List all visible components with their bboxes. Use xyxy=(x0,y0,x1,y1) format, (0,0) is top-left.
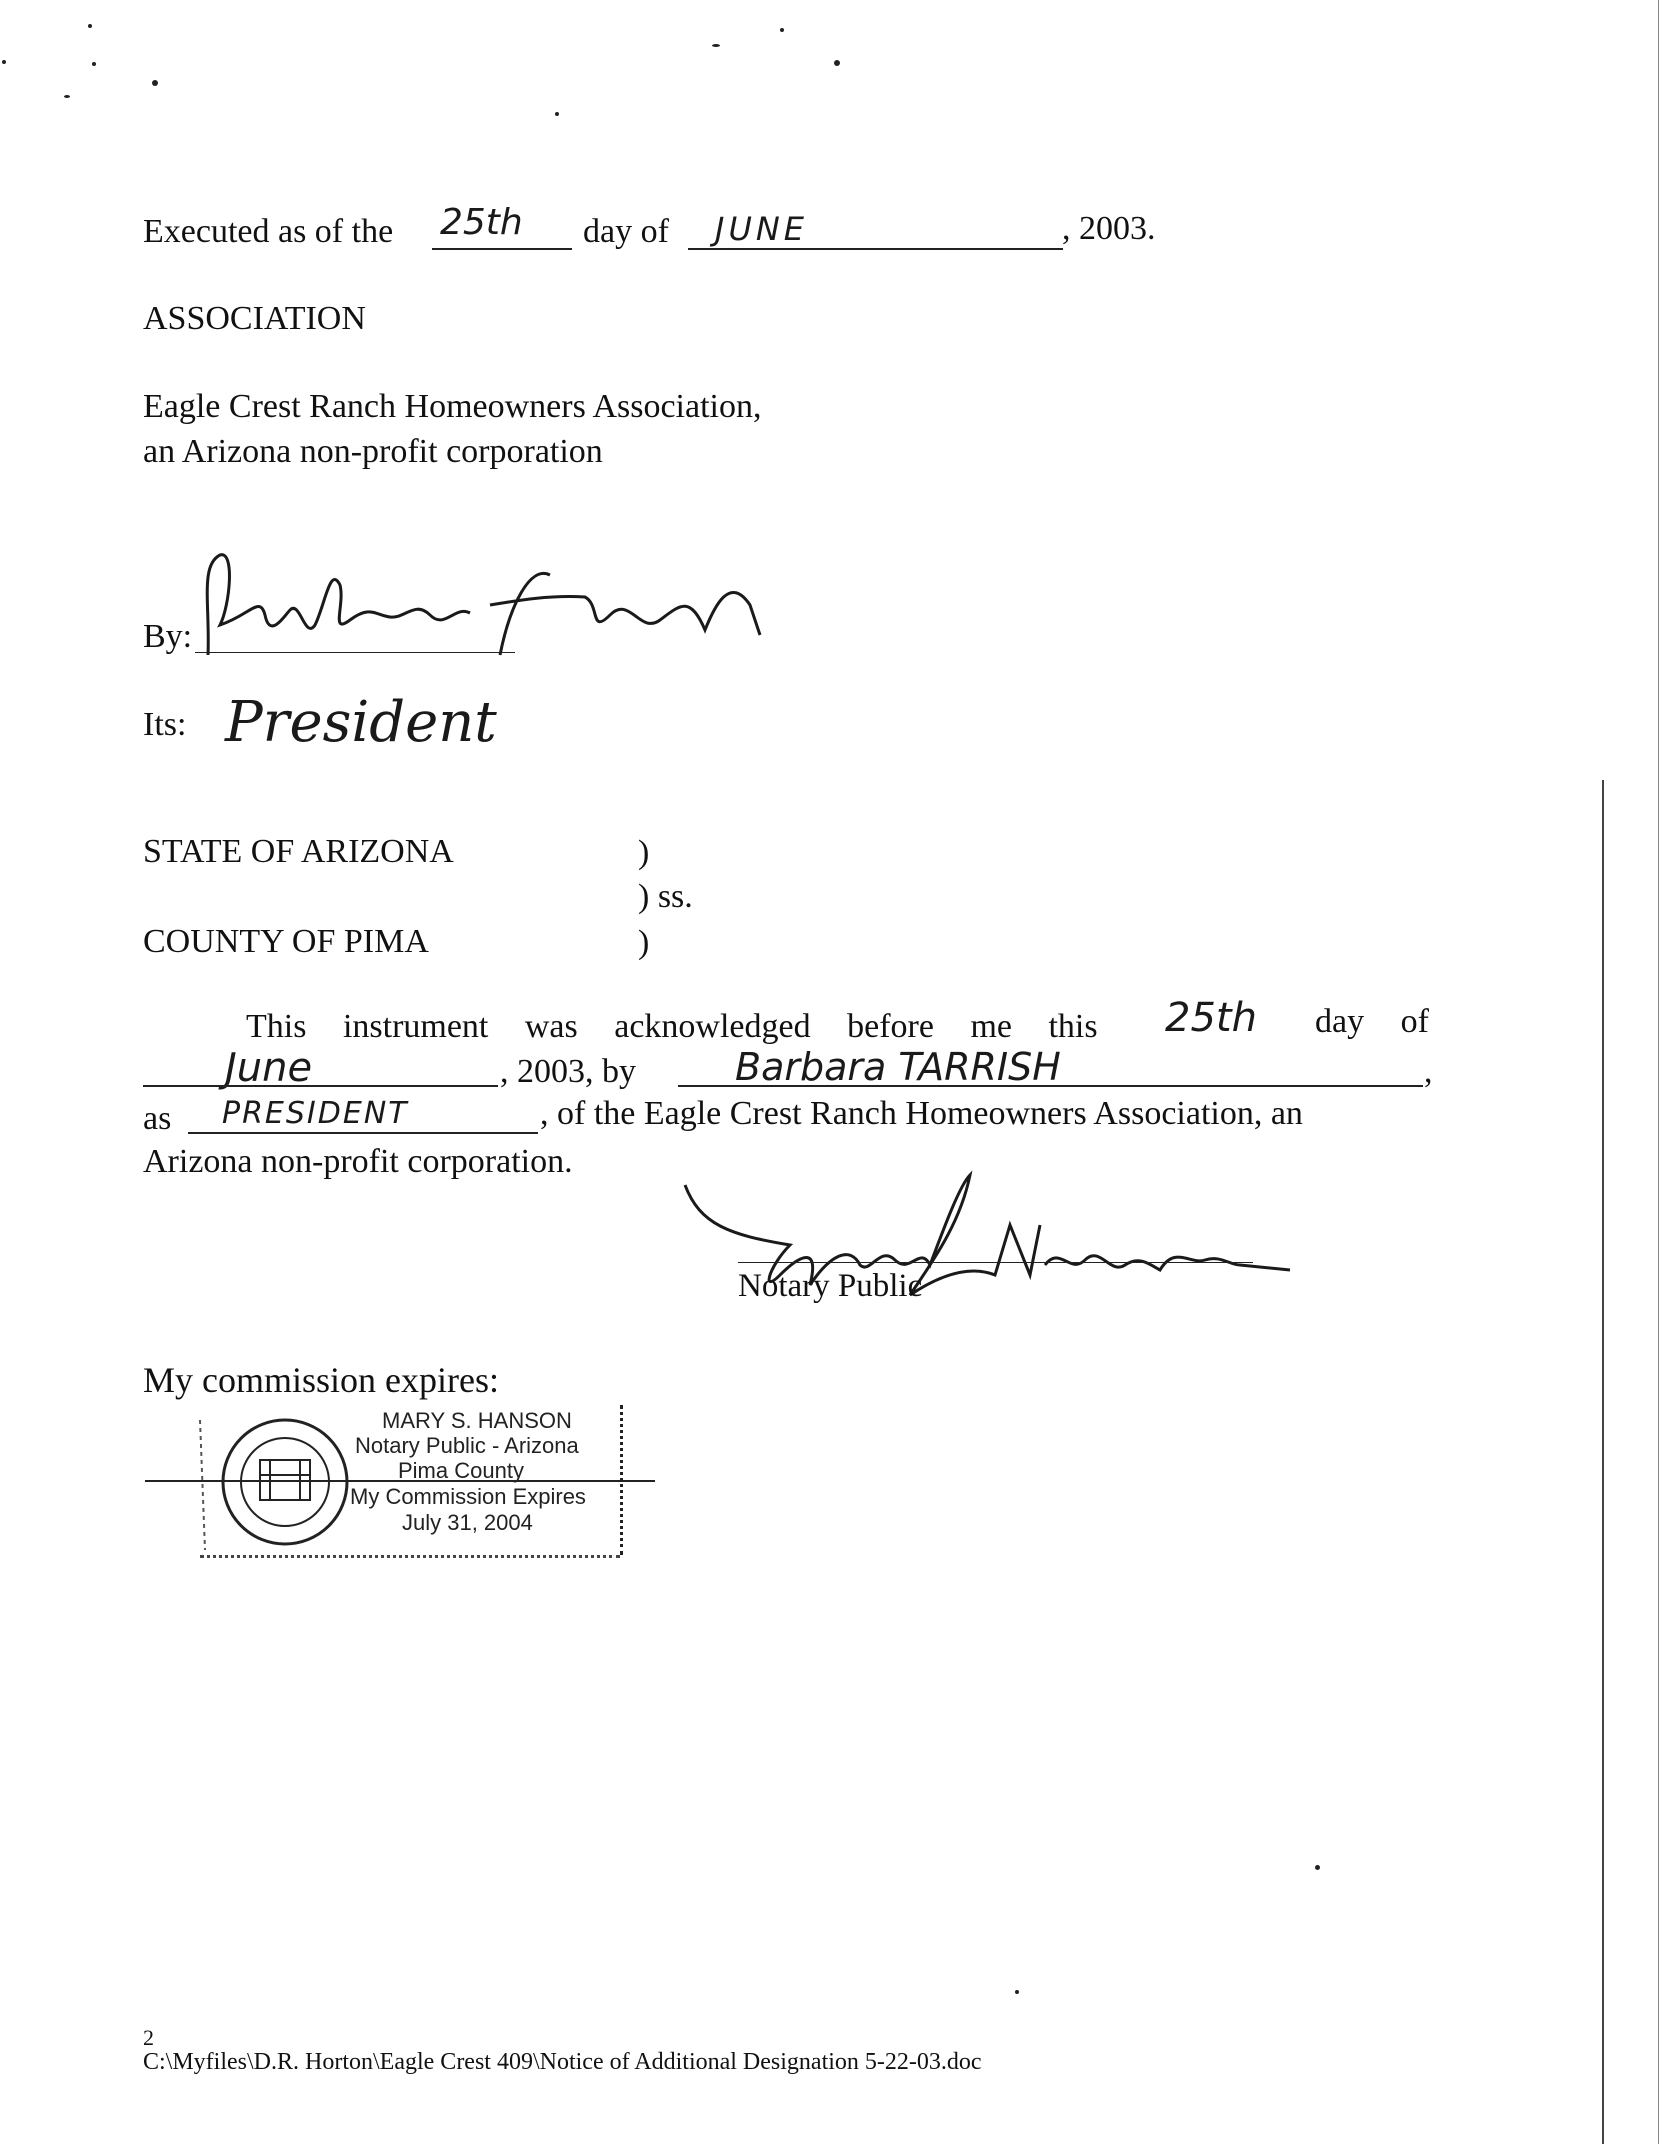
footer-page-number: 2 xyxy=(143,2025,154,2050)
notary-label: Notary Public xyxy=(738,1268,923,1304)
seal-bottom-border xyxy=(200,1555,620,1558)
president-signature xyxy=(190,545,770,675)
executed-day-underline xyxy=(432,248,572,250)
ack-line2-mid: , 2003, by xyxy=(500,1053,636,1090)
seal-line4: My Commission Expires xyxy=(350,1484,586,1509)
ack-line3-rest: , of the Eagle Crest Ranch Homeowners Association, an xyxy=(540,1095,1303,1132)
ack-line2-end: , xyxy=(1424,1053,1433,1090)
notary-signature-underline xyxy=(738,1262,1253,1263)
commission-label: My commission expires: xyxy=(143,1360,499,1400)
scan-speck xyxy=(1315,1865,1320,1870)
venue-county: COUNTY OF PIMA xyxy=(143,923,429,960)
its-label: Its: xyxy=(143,706,187,743)
venue-state: STATE OF ARIZONA xyxy=(143,833,454,870)
executed-month-underline xyxy=(688,248,1063,250)
ack-month-handwritten: June xyxy=(225,1045,313,1091)
seal-line5: July 31, 2004 xyxy=(402,1510,533,1535)
ack-line1-suffix: day of xyxy=(1315,1003,1429,1040)
seal-line2: Notary Public - Arizona xyxy=(355,1433,579,1458)
ack-as-label: as xyxy=(143,1100,172,1137)
notary-seal-stamp xyxy=(180,1400,660,1570)
scan-speck xyxy=(834,60,840,66)
venue-paren-1: ) xyxy=(638,834,650,871)
scan-speck xyxy=(712,44,720,47)
state-seal-emblem xyxy=(180,1400,350,1565)
seal-divider xyxy=(145,1480,655,1482)
ack-line1-prefix: This instrument was acknowledged before me this xyxy=(246,1008,1098,1045)
scan-speck xyxy=(64,95,70,98)
executed-suffix: , 2003. xyxy=(1062,210,1156,247)
executed-day-handwritten: 25th xyxy=(440,202,523,243)
ack-name-underline xyxy=(678,1085,1423,1087)
venue-paren-3: ) xyxy=(638,924,650,961)
ack-month-underline xyxy=(143,1085,498,1087)
association-heading: ASSOCIATION xyxy=(143,300,366,337)
its-handwritten-title: President xyxy=(225,690,497,755)
scan-edge-line xyxy=(1658,0,1659,2144)
ack-title-handwritten: PRESIDENT xyxy=(222,1096,409,1131)
scan-speck xyxy=(1015,1990,1019,1994)
venue-ss: ) ss. xyxy=(638,878,693,915)
seal-right-border xyxy=(620,1405,633,1555)
by-signature-underline xyxy=(195,652,515,653)
scan-speck xyxy=(780,28,784,32)
seal-name: MARY S. HANSON xyxy=(382,1408,572,1433)
ack-day-handwritten: 25th xyxy=(1165,995,1257,1041)
scan-speck xyxy=(92,62,96,66)
scan-edge-line xyxy=(1602,780,1604,2144)
seal-line3: Pima County xyxy=(398,1458,524,1483)
footer-file-path: C:\Myfiles\D.R. Horton\Eagle Crest 409\Notice of Additional Designation 5-22-03.doc xyxy=(143,2049,982,2075)
executed-month-handwritten: JUNE xyxy=(715,210,809,248)
ack-title-underline xyxy=(188,1132,538,1134)
scan-speck xyxy=(152,80,158,86)
scan-speck xyxy=(88,24,92,28)
association-name-line2: an Arizona non-profit corporation xyxy=(143,433,603,470)
ack-line4: Arizona non-profit corporation. xyxy=(143,1143,573,1180)
association-name-line1: Eagle Crest Ranch Homeowners Association, xyxy=(143,388,762,425)
by-label: By: xyxy=(143,618,193,655)
ack-name-handwritten: Barbara TARRISH xyxy=(735,1045,1061,1089)
executed-prefix: Executed as of the xyxy=(143,213,394,250)
scan-speck xyxy=(2,60,6,64)
scan-speck xyxy=(555,112,559,116)
executed-middle: day of xyxy=(583,213,669,250)
